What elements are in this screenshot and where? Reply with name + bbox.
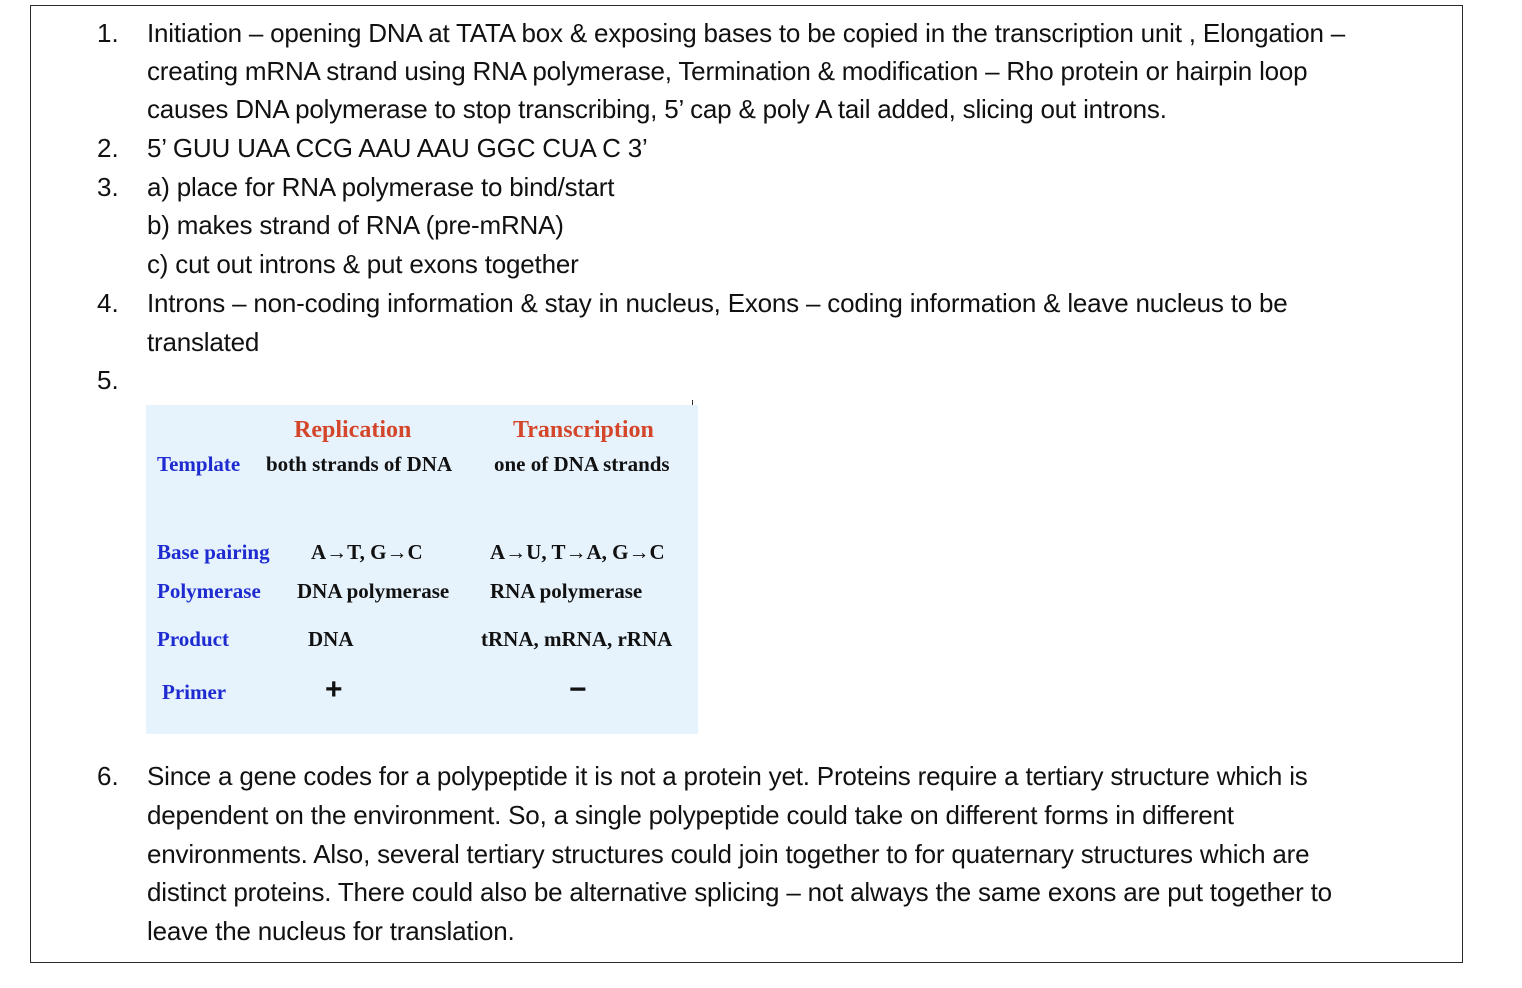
answer-6-line-4: distinct proteins. There could also be alternative splicing – not always the same exons are put together to [147,877,1332,907]
cell-primer-transcription: − [569,673,587,706]
answer-3-line-b: b) makes strand of RNA (pre-mRNA) [147,210,564,240]
cell-primer-replication: + [325,673,343,706]
cell-polymerase-transcription: RNA polymerase [490,579,643,603]
answer-3-line-a: a) place for RNA polymerase to bind/start [147,172,615,202]
row-label-polymerase: Polymerase [157,579,261,603]
answer-1-line-3: causes DNA polymerase to stop transcribing, 5’ cap & poly A tail added, slicing out introns. [147,94,1167,124]
cell-base-pairing-replication: A→T, G→C [311,540,423,564]
row-label-product: Product [157,627,229,651]
replication-transcription-table [146,405,698,734]
answer-4-number: 4. [97,288,119,318]
answer-1-number: 1. [97,18,119,48]
answer-6-line-5: leave the nucleus for translation. [147,916,515,946]
answer-2-number: 2. [97,133,119,163]
row-label-primer: Primer [162,680,227,704]
answer-3-number: 3. [97,172,119,202]
cell-polymerase-replication: DNA polymerase [297,579,450,603]
answer-3-line-c: c) cut out introns & put exons together [147,249,579,279]
cell-template-transcription: one of DNA strands [494,452,670,476]
answer-4-line-2: translated [147,327,260,357]
row-label-template: Template [157,452,241,476]
answer-1-line-2: creating mRNA strand using RNA polymerase, Termination & modification – Rho protein or hairpin loop [147,56,1308,86]
cell-product-transcription: tRNA, mRNA, rRNA [481,627,673,651]
answer-4-line-1: Introns – non-coding information & stay in nucleus, Exons – coding information & leave nucleus to be [147,288,1288,318]
answer-6-line-1: Since a gene codes for a polypeptide it is not a protein yet. Proteins require a tertiary structure which is [147,761,1308,791]
column-header-replication: Replication [294,417,412,443]
answer-6-line-2: dependent on the environment. So, a single polypeptide could take on different forms in different [147,800,1234,830]
answer-6-line-3: environments. Also, several tertiary structures could join together to for quaternary structures which are [147,839,1310,869]
answer-5-number: 5. [97,365,119,395]
answer-2-text: 5’ GUU UAA CCG AAU AAU GGC CUA C 3’ [147,133,648,163]
answer-6-number: 6. [97,761,119,791]
cell-template-replication: both strands of DNA [266,452,453,476]
answer-1-line-1: Initiation – opening DNA at TATA box & exposing bases to be copied in the transcription unit , Elongation – [147,18,1345,48]
cell-product-replication: DNA [308,627,354,651]
column-header-transcription: Transcription [513,417,654,443]
cell-base-pairing-transcription: A→U, T→A, G→C [490,540,665,564]
row-label-base-pairing: Base pairing [157,540,270,564]
